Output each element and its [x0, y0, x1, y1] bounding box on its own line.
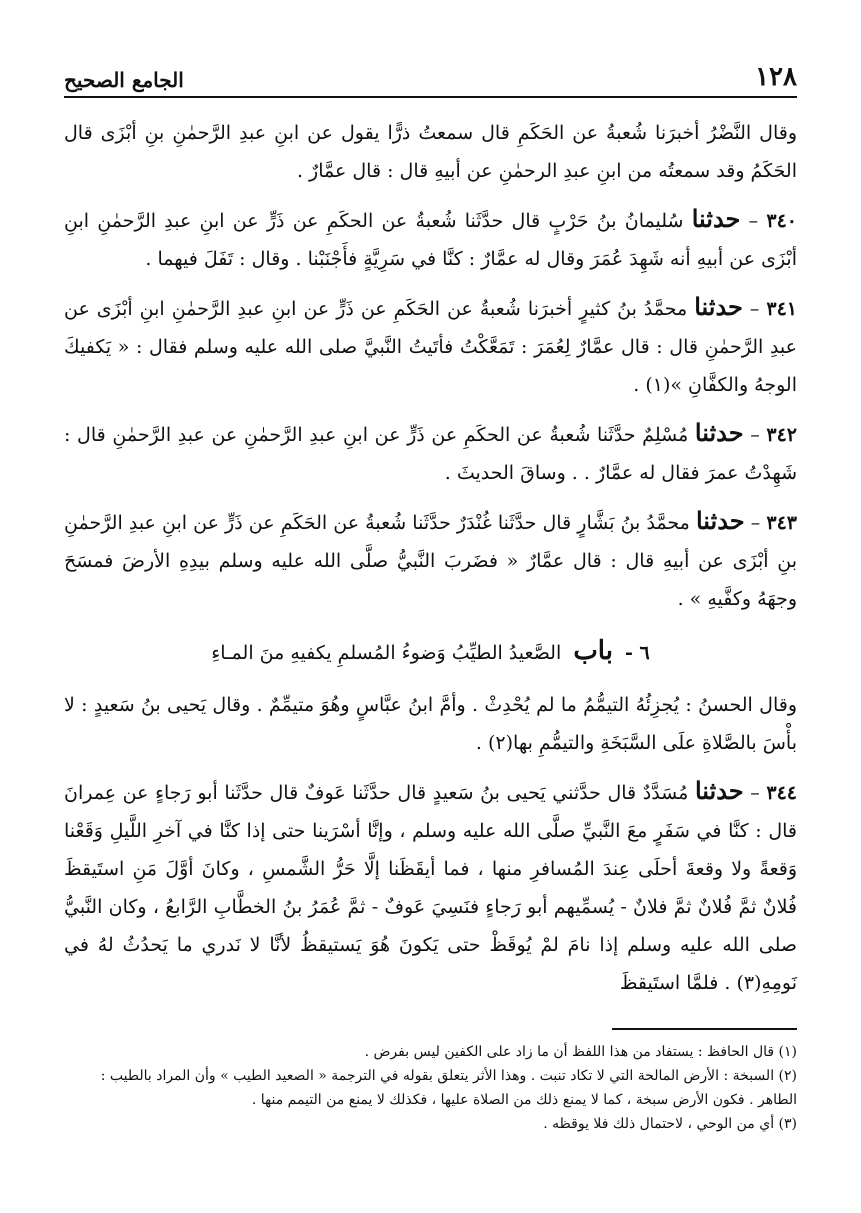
haddathana-label: حدثنا [694, 292, 743, 321]
intro-paragraph: وقال النَّضْرُ أخبرَنا شُعبةُ عن الحَكَمِ قال سمعتُ ذرًّا يقول عن ابنِ عبدِ الرَّحمٰنِ بنِ أبْزَى قال الحَكَمُ وقد سمعتُه من ابنِ عبدِ الرحمٰنِ عن أبيهِ قال : قال عمَّارٌ . [64, 122, 797, 182]
main-text [64, 114, 797, 1002]
hadith-number: ٣٤٠ [766, 210, 797, 232]
haddathana-label: حدثنا [694, 776, 744, 805]
haddathana-label: حدثنا [694, 418, 744, 447]
hadith-text: سُليمانُ بنُ حَرْبٍ قال حدَّثَنا شُعبةُ عن الحكَمِ عن ذَرٍّ عن ابنِ عبدِ الرَّحمٰنِ ابنِ أبْزَى عن أبيهِ أنه شَهِدَ عُمَرَ وقال له عمَّارٌ : كنَّا في سَرِيَّةٍ فأَجْنَبْنا . وقال : تَفَلَ فيهما . [64, 210, 797, 270]
hadith-344: ٣٤٤ – حدثنا مُسَدَّدٌ قال حدَّثني يَحيى بنُ سَعيدٍ قال حدَّثَنا عَوفٌ قال حدَّثَنا أبو رَجاءٍ عن عِمرانَ قال : كنَّا في سَفَرٍ معَ النَّبيِّ صلَّى الله عليه وسلم ، وإنَّا أسْرَينا حتى إذا كنَّا في آخرِ اللَّيلِ وَقَعْنا وَقعةً ولا وقعةَ أحلَى عِندَ المُسافرِ منها ، فما أيقَظَنا إلَّا حَرُّ الشَّمسِ ، وكانَ أوَّلَ مَنِ استَيقظَ فُلانٌ ثمَّ فُلانٌ ثمَّ فلانٌ - يُسمِّيهم أبو رَجاءٍ فنَسِيَ عَوفٌ - ثمَّ عُمَرُ بنُ الخطَّابِ الرَّابعُ ، وكان النَّبيُّ صلى الله عليه وسلم إذا نامَ لمْ يُوقَظْ حتى يَكونَ هُوَ يَستيقظُ لأنَّا لا نَدري ما يَحدُثُ لهُ في نَومِهِ(٣) . فلمَّا استَيقظَ [64, 776, 797, 994]
chapter-bab-label: باب [573, 636, 613, 666]
hadith-340: ٣٤٠ – حدثنا سُليمانُ بنُ حَرْبٍ قال حدَّثَنا شُعبةُ عن الحكَمِ عن ذَرٍّ عن ابنِ عبدِ الرَّحمٰنِ ابنِ أبْزَى عن أبيهِ أنه شَهِدَ عُمَرَ وقال له عمَّارٌ : كنَّا في سَرِيَّةٍ فأَجْنَبْنا . وقال : تَفَلَ فيهما . [64, 204, 797, 270]
hadith-342: ٣٤٢ – حدثنا مُسْلِمٌ حدَّثَنا شُعبةُ عن الحكَمِ عن ذَرٍّ عن ابنِ عبدِ الرَّحمٰنِ عن عبدِ الرَّحمٰنِ قال : شَهِدْتُ عمرَ فقال له عمَّارٌ . . وساقَ الحديثَ . [64, 418, 797, 484]
chapter-intro-paragraph: وقال الحسنُ : يُجزِئُهُ التيمُّمُ ما لم يُحْدِثْ . وأمَّ ابنُ عبَّاسٍ وهُوَ متيمِّمٌ . وقال يَحيى بنُ سَعيدٍ : لا بأْسَ بالصَّلاةِ علَى السَّبَخَةِ والتيمُّمِ بها(٢) . [64, 694, 797, 754]
haddathana-label: حدثنا [695, 506, 745, 535]
chapter-number: ٦ - [625, 642, 650, 664]
hadith-number: ٣٤٤ [766, 782, 797, 804]
footnote-divider [612, 1028, 797, 1030]
footnote-2: (٢) السبخة : الأرض المالحة التي لا تكاد تنبت . وهذا الأثر يتعلق بقوله في الترجمة « الصعيد الطيب » وأن المراد بالطيب : الطاهر . فكون الأرض سبخة ، كما لا يمنع ذلك من الصلاة عليها ، فكذلك لا يمنع من التيمم منها . [100, 1068, 797, 1108]
footnotes [64, 1040, 797, 1136]
hadith-341: ٣٤١ – حدثنا محمَّدُ بنُ كثيرٍ أخبرَنا شُعبةُ عن الحَكَمِ عن ذَرٍّ عن ابنِ عبدِ الرَّحمٰنِ ابنِ أبْزَى عن عبدِ الرَّحمٰنِ قال : قال عمَّارٌ لِعُمَرَ : تَمَعَّكْتُ فأتَيتُ النَّبيَّ صلى الله عليه وسلم فقال : « يَكفيكَ الوجهُ والكفَّانِ »(١) . [64, 292, 797, 396]
haddathana-label: حدثنا [691, 204, 741, 233]
hadith-number: ٣٤٣ [766, 512, 797, 534]
hadith-text: محمَّدُ بنُ بَشَّارٍ قال حدَّثَنا غُنْدَرٌ حدَّثَنا شُعبةُ عن الحَكَمِ عن ذَرٍّ عن ابنِ عبدِ الرَّحمٰنِ بنِ أبْزَى عن أبيهِ قال : قال عمَّارٌ « فضَربَ النَّبيُّ صلَّى الله عليه وسلم بيدِهِ الأرضَ فمسَحَ وجهَهُ وكفَّيهِ » . [64, 512, 797, 610]
book-page [64, 52, 797, 1173]
footnote-1: (١) قال الحافظ : يستفاد من هذا اللفظ أن ما زاد على الكفين ليس بفرض . [364, 1044, 797, 1060]
page-header [64, 52, 797, 98]
running-title: الجامع الصحيح [64, 68, 184, 92]
hadith-343: ٣٤٣ – حدثنا محمَّدُ بنُ بَشَّارٍ قال حدَّثَنا غُنْدَرٌ حدَّثَنا شُعبةُ عن الحَكَمِ عن ذَرٍّ عن ابنِ عبدِ الرَّحمٰنِ بنِ أبْزَى عن أبيهِ قال : قال عمَّارٌ « فضَربَ النَّبيُّ صلَّى الله عليه وسلم بيدِهِ الأرضَ فمسَحَ وجهَهُ وكفَّيهِ » . [64, 506, 797, 610]
hadith-text: مُسْلِمٌ حدَّثَنا شُعبةُ عن الحكَمِ عن ذَرٍّ عن ابنِ عبدِ الرَّحمٰنِ عن عبدِ الرَّحمٰنِ قال : شَهِدْتُ عمرَ فقال له عمَّارٌ . . وساقَ الحديثَ . [64, 424, 797, 484]
hadith-number: ٣٤١ [766, 298, 797, 320]
page-number: ١٢٨ [755, 62, 797, 92]
hadith-number: ٣٤٢ [766, 424, 797, 446]
footnote-3: (٣) أي من الوحي ، لاحتمال ذلك فلا يوقظه . [543, 1116, 797, 1132]
chapter-heading [64, 632, 797, 672]
hadith-text: مُسَدَّدٌ قال حدَّثني يَحيى بنُ سَعيدٍ قال حدَّثَنا عَوفٌ قال حدَّثَنا أبو رَجاءٍ عن عِمرانَ قال : كنَّا في سَفَرٍ معَ النَّبيِّ صلَّى الله عليه وسلم ، وإنَّا أسْرَينا حتى إذا كنَّا في آخرِ اللَّيلِ وَقَعْنا وَقعةً ولا وقعةَ أحلَى عِندَ المُسافرِ منها ، فما أيقَظَنا إلَّا حَرُّ الشَّمسِ ، وكانَ أوَّلَ مَنِ استَيقظَ فُلانٌ ثمَّ فُلانٌ ثمَّ فلانٌ - يُسمِّيهم أبو رَجاءٍ فنَسِيَ عَوفٌ - ثمَّ عُمَرُ بنُ الخطَّابِ الرَّابعُ ، وكان النَّبيُّ صلى الله عليه وسلم إذا نامَ لمْ يُوقَظْ حتى يَكونَ هُوَ يَستيقظُ لأنَّا لا نَدري ما يَحدُثُ لهُ في نَومِهِ(٣) . فلمَّا استَيقظَ [64, 782, 797, 994]
hadith-text: محمَّدُ بنُ كثيرٍ أخبرَنا شُعبةُ عن الحَكَمِ عن ذَرٍّ عن ابنِ عبدِ الرَّحمٰنِ ابنِ أبْزَى عن عبدِ الرَّحمٰنِ قال : قال عمَّارٌ لِعُمَرَ : تَمَعَّكْتُ فأتَيتُ النَّبيَّ صلى الله عليه وسلم فقال : « يَكفيكَ الوجهُ والكفَّانِ »(١) . [64, 298, 797, 396]
chapter-title: الصَّعيدُ الطيِّبُ وَضوءُ المُسلمِ يكفيهِ منَ المـاءِ [211, 642, 562, 664]
